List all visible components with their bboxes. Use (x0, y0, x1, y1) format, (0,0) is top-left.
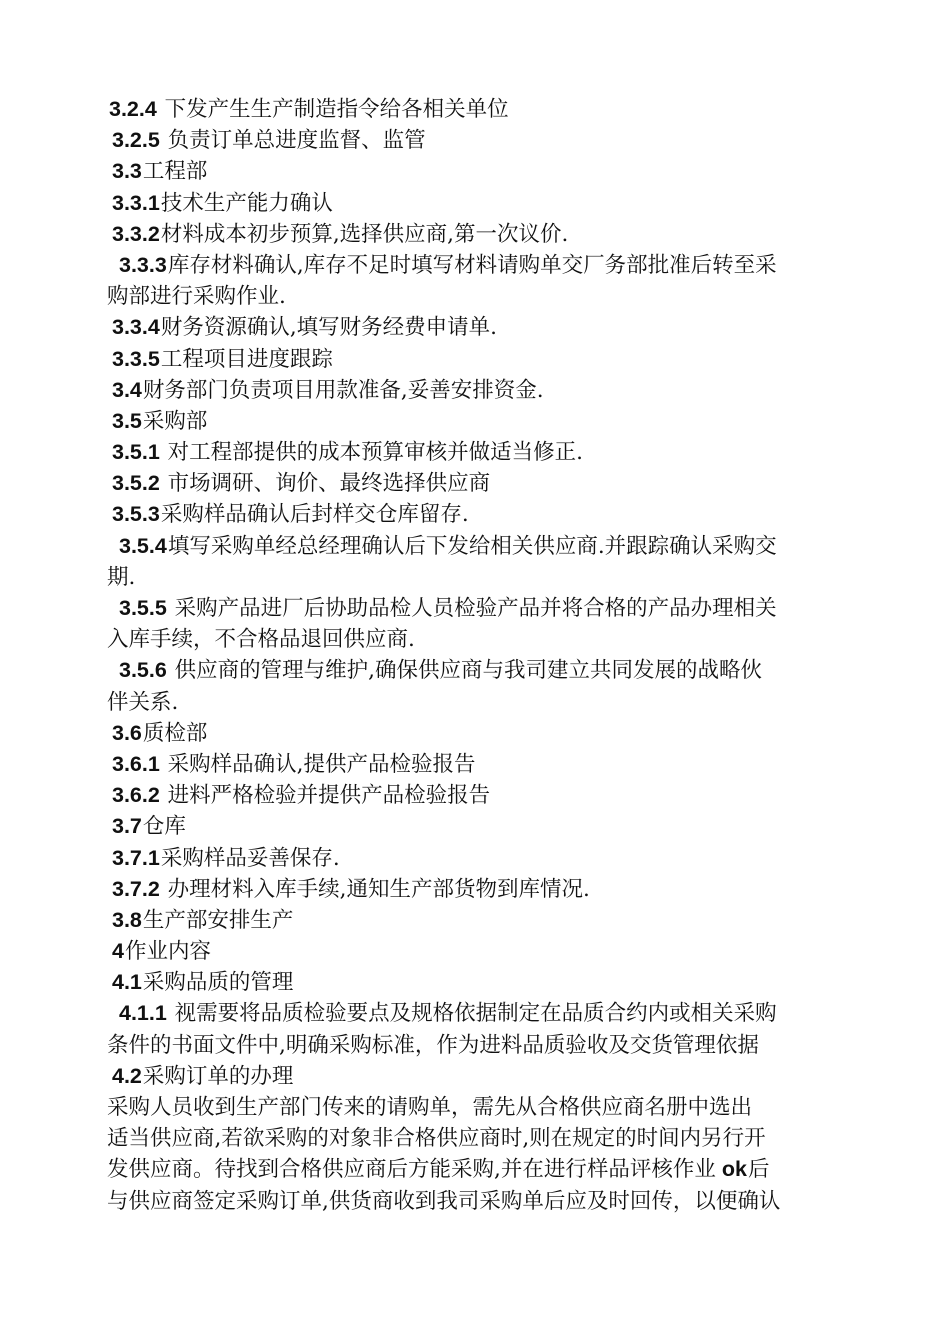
document-line (107, 375, 847, 406)
document-line (107, 1123, 847, 1154)
line-text: 库存材料确认,库存不足时填写材料请购单交厂务部批准后转至采 (167, 252, 777, 278)
document-line (107, 188, 847, 219)
line-text: 入库手续，不合格品退回供应商. (107, 627, 415, 653)
section-number: 3.3.1 (112, 190, 160, 215)
section-number: 3.7.1 (112, 845, 160, 870)
line-text: 下发产生生产制造指令给各相关单位 (157, 97, 509, 122)
document-line (107, 655, 847, 686)
section-number: 3.5 (112, 408, 142, 433)
document-line (107, 219, 847, 250)
section-number: 3.5.5 (119, 596, 167, 620)
line-text: 作业内容 (124, 939, 211, 965)
line-text: 负责订单总进度监督、监管 (160, 128, 426, 154)
section-number: 3.5.3 (112, 502, 160, 527)
line-text: 填写采购单经总经理确认后下发给相关供应商.并跟踪确认采购交 (167, 533, 777, 559)
line-text: 采购样品确认,提供产品检验报告 (160, 751, 476, 777)
line-text: 财务资源确认,填写财务经费申请单. (160, 315, 497, 341)
section-number: 4.1 (112, 970, 142, 995)
document-line (107, 749, 847, 780)
document-line (107, 593, 847, 624)
section-number: 3.6 (112, 720, 142, 745)
section-number: 3.7.2 (112, 876, 160, 901)
document-line (107, 998, 847, 1029)
line-text: 质检部 (142, 720, 208, 746)
line-text: 视需要将品质检验要点及规格依据制定在品质合约内或相关采购 (167, 1001, 777, 1027)
document-line (107, 1154, 847, 1185)
document-line (107, 468, 847, 499)
document-line (107, 1030, 847, 1061)
document-body (107, 94, 847, 1217)
document-line (107, 94, 847, 125)
document-line (107, 967, 847, 998)
section-number: 4 (112, 939, 124, 964)
document-line (107, 687, 847, 718)
document-line (107, 874, 847, 905)
line-text: 采购订单的办理 (142, 1063, 294, 1089)
line-text: 采购产品进厂后协助品检人员检验产品并将合格的产品办理相关 (167, 596, 777, 621)
line-text-tail: 后 (747, 1157, 770, 1183)
line-text: 工程项目进度跟踪 (160, 346, 333, 372)
section-number: 3.7 (112, 814, 142, 839)
document-line (107, 718, 847, 749)
line-text: 适当供应商,若欲采购的对象非合格供应商时,则在规定的时间内另行开 (107, 1126, 766, 1152)
document-line (107, 281, 847, 312)
line-text: 与供应商签定采购订单,供货商收到我司采购单后应及时回传，以便确认 (107, 1188, 781, 1214)
document-line (107, 1061, 847, 1092)
document-line (107, 499, 847, 530)
line-text: 采购样品确认后封样交仓库留存. (160, 502, 469, 528)
section-number: 3.3.5 (112, 346, 160, 371)
section-number: 3.3.4 (112, 315, 160, 340)
document-line (107, 250, 847, 281)
document-line (107, 936, 847, 967)
document-line (107, 437, 847, 468)
line-text: 生产部安排生产 (142, 907, 294, 933)
document-line (107, 125, 847, 156)
line-text: 条件的书面文件中,明确采购标准，作为进料品质验收及交货管理依据 (107, 1032, 759, 1058)
line-text: 采购样品妥善保存. (160, 845, 340, 871)
line-text: 财务部门负责项目用款准备,妥善安排资金. (142, 377, 544, 403)
line-text: 市场调研、询价、最终选择供应商 (160, 471, 491, 497)
document-line (107, 843, 847, 874)
line-text: 购部进行采购作业. (107, 284, 286, 310)
line-text: 采购品质的管理 (142, 970, 294, 996)
line-text: 期. (107, 564, 136, 590)
document-line (107, 1186, 847, 1217)
line-text: 伴关系. (107, 689, 179, 715)
section-number: 3.3.2 (112, 221, 160, 246)
section-number: 3.5.2 (112, 471, 160, 496)
document-line (107, 531, 847, 562)
line-text: 工程部 (142, 159, 208, 185)
section-number: 4.1.1 (119, 1001, 167, 1026)
line-text: 材料成本初步预算,选择供应商,第一次议价. (160, 221, 569, 247)
section-number: 3.8 (112, 907, 142, 932)
section-number: 3.6.2 (112, 783, 160, 808)
section-number: 3.4 (112, 377, 142, 402)
document-line (107, 406, 847, 437)
section-number: 4.2 (112, 1063, 142, 1088)
document-line (107, 905, 847, 936)
document-line (107, 1092, 847, 1123)
line-text: 发供应商。待找到合格供应商后方能采购,并在进行样品评核作业 (107, 1157, 716, 1183)
section-number: 3.5.1 (112, 440, 160, 465)
document-line (107, 344, 847, 375)
document-line (107, 562, 847, 593)
line-text: 仓库 (142, 814, 186, 840)
document-line (107, 780, 847, 811)
section-number: 3.2.5 (112, 128, 160, 153)
section-number: 3.5.6 (119, 658, 167, 683)
line-text: 对工程部提供的成本预算审核并做适当修正. (160, 440, 583, 466)
line-text: 办理材料入库手续,通知生产部货物到库情况. (160, 876, 590, 902)
line-text: 采购人员收到生产部门传来的请购单，需先从合格供应商名册中选出 (107, 1095, 753, 1120)
document-line (107, 156, 847, 187)
section-number: 3.6.1 (112, 751, 160, 776)
line-text: 技术生产能力确认 (160, 190, 333, 216)
section-number: 3.5.4 (119, 533, 167, 558)
section-number: 3.3.3 (119, 252, 167, 277)
inline-bold-text: ok (721, 1157, 747, 1182)
line-text: 供应商的管理与维护,确保供应商与我司建立共同发展的战略伙 (167, 658, 762, 684)
line-text: 采购部 (142, 408, 208, 434)
document-line (107, 624, 847, 655)
document-line (107, 312, 847, 343)
section-number: 3.2.4 (109, 97, 157, 121)
document-line (107, 811, 847, 842)
line-text: 进料严格检验并提供产品检验报告 (160, 783, 491, 809)
section-number: 3.3 (112, 159, 142, 184)
